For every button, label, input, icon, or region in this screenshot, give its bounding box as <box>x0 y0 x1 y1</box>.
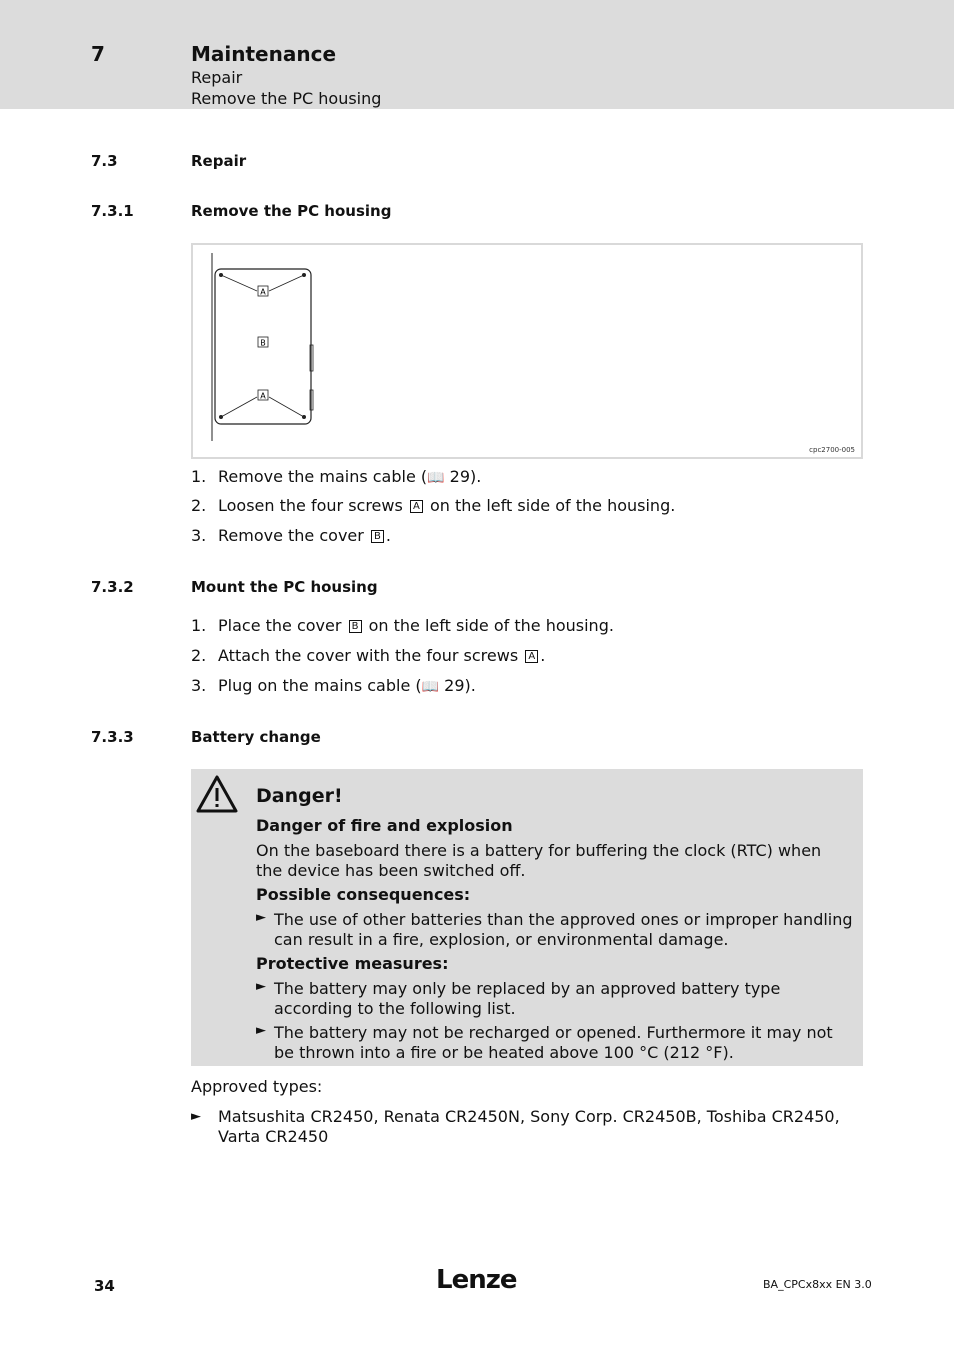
approved-types-label: Approved types: <box>191 1077 323 1096</box>
housing-figure <box>191 243 863 459</box>
section-7-3-title: Repair <box>191 152 247 170</box>
remove-step-3: 3. Remove the cover B . <box>191 526 392 545</box>
remove-step-1: 1. Remove the mains cable (📖 29). <box>191 467 482 486</box>
label-a-box: A <box>525 650 538 663</box>
warning-triangle-icon <box>195 774 239 814</box>
section-7-3-1-title: Remove the PC housing <box>191 202 392 220</box>
remove-step-2: 2. Loosen the four screws A on the left side of the housing. <box>191 496 676 515</box>
figure-label-a-top: A <box>260 287 266 297</box>
chapter-number: 7 <box>91 42 105 66</box>
section-7-3-3-title: Battery change <box>191 728 321 746</box>
section-7-3-2-number: 7.3.2 <box>91 578 134 596</box>
measure-item-1: ► The battery may only be replaced by an approved battery type according to the following list. <box>256 979 781 1018</box>
figure-label-b: B <box>260 338 266 348</box>
bullet-arrow-icon: ► <box>191 1109 201 1124</box>
mount-step-3: 3. Plug on the mains cable (📖 29). <box>191 676 476 695</box>
chapter-title: Maintenance <box>191 42 337 66</box>
mount-step-2: 2. Attach the cover with the four screws A . <box>191 646 546 665</box>
chapter-subtitle-1: Repair <box>191 68 243 87</box>
bullet-arrow-icon: ► <box>256 979 266 994</box>
section-7-3-3-number: 7.3.3 <box>91 728 134 746</box>
book-icon: 📖 <box>427 470 445 486</box>
housing-drawing <box>193 245 333 457</box>
bullet-arrow-icon: ► <box>256 910 266 925</box>
mount-step-1: 1. Place the cover B on the left side of the housing. <box>191 616 614 635</box>
label-b-box: B <box>349 620 362 633</box>
section-7-3-2-title: Mount the PC housing <box>191 578 378 596</box>
chapter-subtitle-2: Remove the PC housing <box>191 89 382 108</box>
label-b-box: B <box>371 530 384 543</box>
book-icon: 📖 <box>421 679 440 695</box>
danger-text: On the baseboard there is a battery for buffering the clock (RTC) when the device has been switched off. <box>256 841 822 880</box>
consequence-item: ► The use of other batteries than the approved ones or improper handling can result in a fire, explosion, or environmental damage. <box>256 910 853 949</box>
section-7-3-1-number: 7.3.1 <box>91 202 134 220</box>
page-number: 34 <box>94 1277 115 1295</box>
danger-subtitle: Danger of fire and explosion <box>256 816 513 835</box>
label-a-box: A <box>410 500 423 513</box>
header-band <box>0 0 954 109</box>
section-7-3-number: 7.3 <box>91 152 118 170</box>
figure-reference: cpc2700-005 <box>809 446 855 454</box>
approved-types-item: ► Matsushita CR2450, Renata CR2450N, Sony Corp. CR2450B, Toshiba CR2450, Varta CR2450 <box>191 1107 840 1146</box>
lenze-logo: Lenze <box>436 1265 517 1295</box>
measures-label: Protective measures: <box>256 954 449 973</box>
measure-item-2: ► The battery may not be recharged or opened. Furthermore it may not be thrown into a fire or be heated above 100 °C (212 °F). <box>256 1023 833 1062</box>
figure-label-a-bottom: A <box>260 391 266 401</box>
danger-title: Danger! <box>256 785 343 807</box>
danger-notice <box>191 769 863 1066</box>
consequences-label: Possible consequences: <box>256 885 471 904</box>
bullet-arrow-icon: ► <box>256 1023 266 1038</box>
document-reference: BA_CPCx8xx EN 3.0 <box>763 1278 872 1291</box>
